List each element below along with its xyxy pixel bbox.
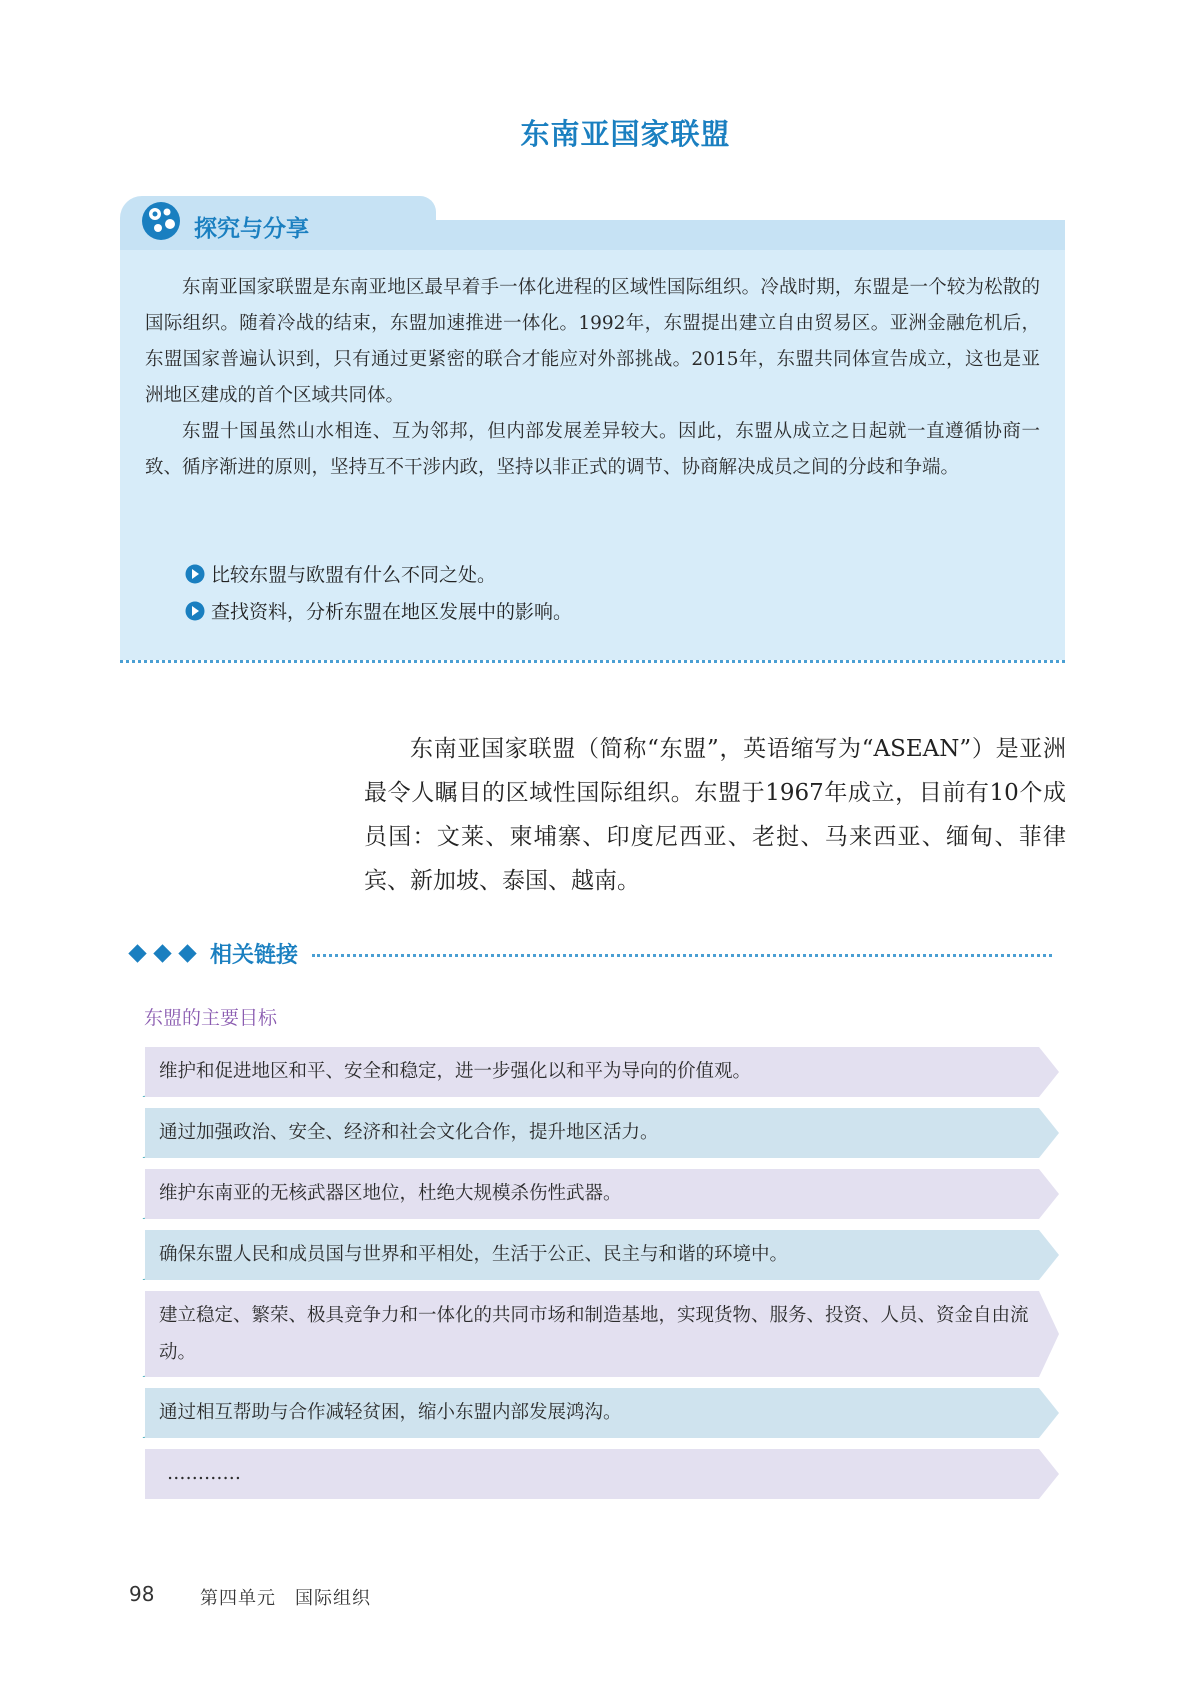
goal-row [141,1230,1059,1280]
divider [312,954,1052,957]
explore-paragraph-1: 东南亚国家联盟是东南亚地区最早着手一体化进程的区域性国际组织。冷战时期，东盟是一个较为松散的国际组织。随着冷战的结束，东盟加速推进一体化。1992年，东盟提出建立自由贸易区。亚洲金融危机后，东盟国家普遍认识到，只有通过更紧密的联合才能应对外部挑战。2015年，东盟共同体宣告成立，这也是亚洲地区建成的首个区域共同体。 [145,277,1040,406]
related-links-heading: 相关链接 [210,943,299,968]
explore-heading: 探究与分享 [194,216,309,242]
goal-text: 建立稳定、繁荣、极具竞争力和一体化的共同市场和制造基地，实现货物、服务、投资、人员、资金自由流动。 [159,1305,1029,1363]
question-item [185,597,572,624]
goal-row [141,1388,1059,1438]
question-text-2: 查找资料，分析东盟在地区发展中的影响。 [211,601,573,623]
goal-text: 维护东南亚的无核武器区地位，杜绝大规模杀伤性武器。 [159,1183,622,1204]
goal-text: ………… [167,1463,241,1484]
diamond-icon [128,944,146,962]
goal-row [141,1108,1059,1158]
goal-row [141,1169,1059,1219]
page-number: 98 [129,1582,155,1606]
goal-text: 通过加强政治、安全、经济和社会文化合作，提升地区活力。 [159,1122,659,1143]
related-links-header [131,938,1052,969]
main-paragraph: 东南亚国家联盟（简称“东盟”，英语缩写为“ASEAN”）是亚洲最令人瞩目的区域性国际组织。东盟于1967年成立，目前有10个成员国：文莱、柬埔寨、印度尼西亚、老挝、马来西亚、缅甸、菲律宾、新加坡、泰国、越南。 [364,736,1066,894]
page-title: 东南亚国家联盟 [520,117,731,151]
question-text-1: 比较东盟与欧盟有什么不同之处。 [211,564,497,586]
goal-row [141,1047,1059,1097]
goal-text: 维护和促进地区和平、安全和稳定，进一步强化以和平为导向的价值观。 [159,1061,752,1082]
goal-row [141,1291,1059,1377]
divider [120,660,1065,663]
goals-subheading: 东盟的主要目标 [144,1007,278,1029]
goal-row [141,1449,1059,1499]
diamond-icon [153,944,171,962]
discussion-icon [140,200,182,242]
diamond-icon [178,944,196,962]
arrow-bullet-icon [185,564,205,584]
question-item [185,560,496,587]
arrow-bullet-icon [185,601,205,621]
explore-text [145,270,1040,486]
chapter-label: 第四单元 国际组织 [200,1588,371,1609]
main-text [364,727,1066,903]
goal-text: 确保东盟人民和成员国与世界和平相处，生活于公正、民主与和谐的环境中。 [159,1244,789,1265]
goal-text: 通过相互帮助与合作减轻贫困，缩小东盟内部发展鸿沟。 [159,1402,622,1423]
explore-paragraph-2: 东盟十国虽然山水相连、互为邻邦，但内部发展差异较大。因此，东盟从成立之日起就一直遵循协商一致、循序渐进的原则，坚持互不干涉内政，坚持以非正式的调节、协商解决成员之间的分歧和争端。 [145,421,1040,478]
